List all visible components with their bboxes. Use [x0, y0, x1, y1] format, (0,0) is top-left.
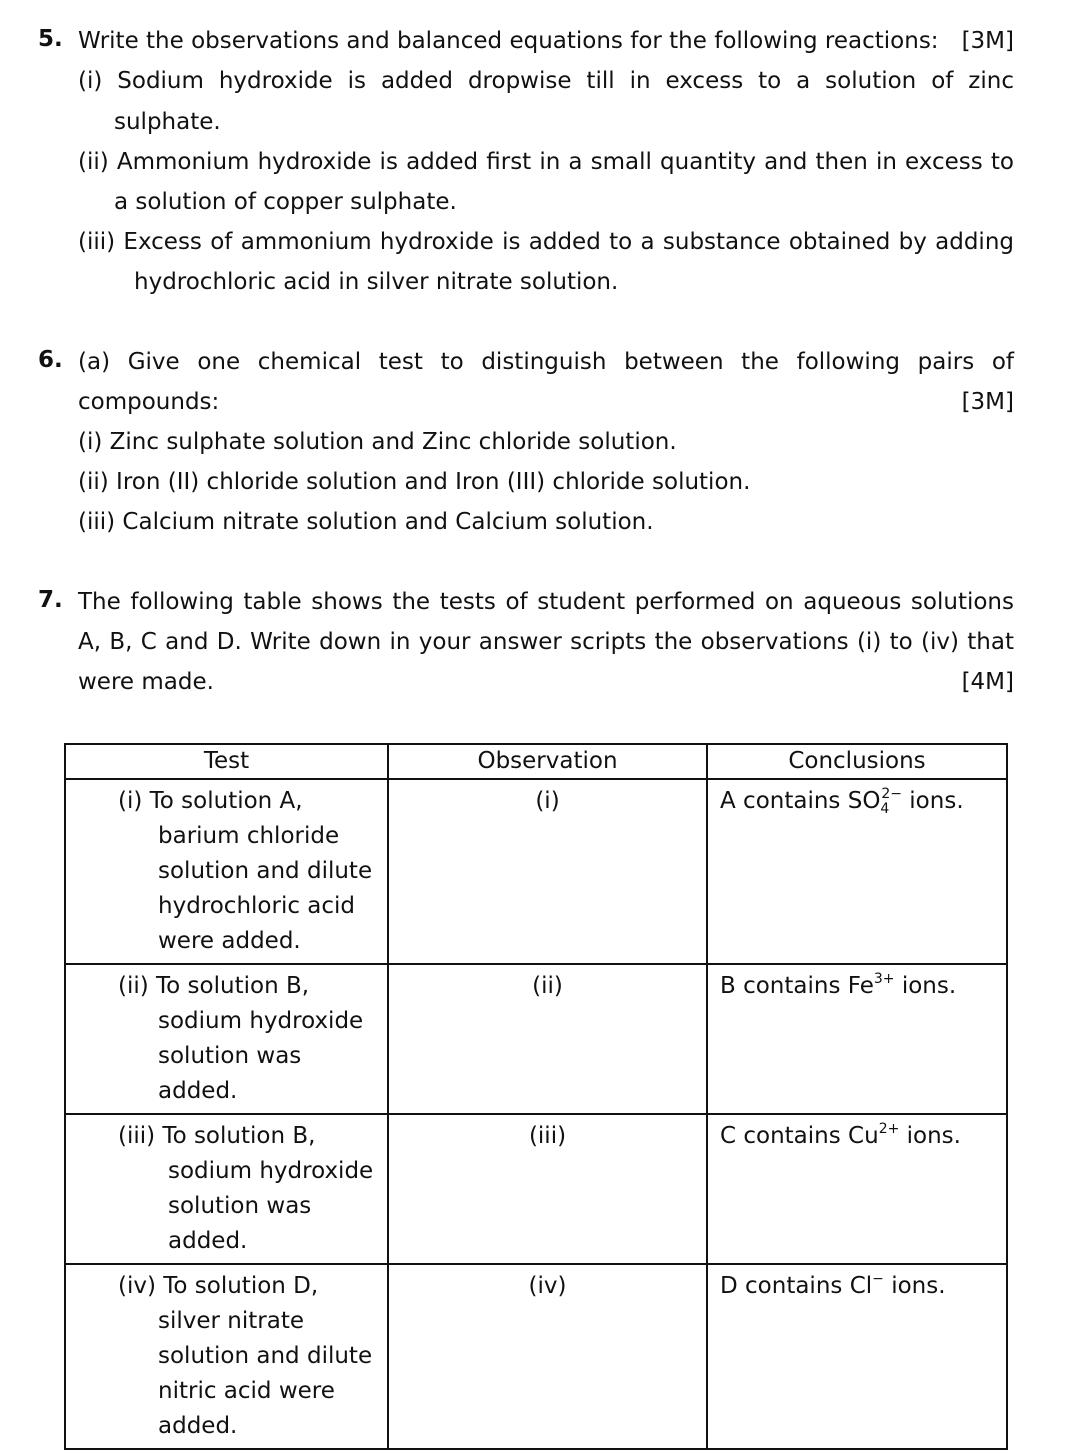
observation-cell: (i) — [388, 779, 707, 964]
conclusion-cell — [707, 1114, 1007, 1264]
test-text: (i) To solution A, barium chloride solution and dilute hydrochloric acid were added. — [118, 788, 373, 954]
test-cell — [65, 779, 388, 964]
part-line: (ii) Ammonium hydroxide is added first in a small quantity and then in excess to — [78, 149, 1014, 175]
observation-cell: (iv) — [388, 1264, 707, 1449]
test-cell — [65, 1264, 388, 1449]
conclusion-text: A contains SO — [720, 788, 881, 814]
question-stem: A, B, C and D. Write down in your answer scripts the observations (i) to (iv) that — [78, 629, 1014, 655]
question-stem: The following table shows the tests of student performed on aqueous solutions — [78, 589, 1014, 615]
table-row — [65, 779, 1007, 964]
test-text: (iii) To solution B, sodium hydroxide solution was added. — [118, 1123, 374, 1254]
part-line: (iii) Excess of ammonium hydroxide is added to a substance obtained by adding — [78, 229, 1014, 255]
conclusion-cell — [707, 1264, 1007, 1449]
conclusion-superscript: 2− — [881, 786, 902, 802]
conclusion-subscript: 4 — [880, 801, 890, 817]
conclusion-cell — [707, 964, 1007, 1114]
marks-label: [4M] — [961, 669, 1014, 695]
conclusion-tail: ions. — [901, 973, 957, 999]
part-line: (i) Sodium hydroxide is added dropwise till in excess to a solution of zinc — [78, 68, 1014, 94]
table-row — [65, 964, 1007, 1114]
question-stem: were made. — [78, 669, 214, 695]
question-number: 6. — [38, 347, 63, 373]
conclusion-tail: ions. — [906, 1123, 961, 1149]
question-stem: compounds: — [78, 389, 220, 415]
conclusion-superscript: 3+ — [873, 971, 895, 987]
header-conclusions: Conclusions — [707, 744, 1007, 779]
test-text: (iv) To solution D, silver nitrate solution and dilute nitric acid were added. — [118, 1273, 373, 1439]
conclusion-cell — [707, 779, 1007, 964]
question-stem: Write the observations and balanced equations for the following reactions: — [78, 28, 939, 54]
header-test: Test — [65, 744, 388, 779]
part-line: sulphate. — [114, 109, 221, 135]
test-cell — [65, 964, 388, 1114]
header-observation: Observation — [388, 744, 707, 779]
table-row — [65, 1264, 1007, 1449]
question-stem: (a) Give one chemical test to distinguish between the following pairs of — [78, 349, 1014, 375]
question-number: 5. — [38, 26, 63, 52]
conclusion-tail: ions. — [909, 788, 964, 814]
marks-label: [3M] — [961, 28, 1014, 54]
conclusion-superscript: − — [872, 1271, 884, 1287]
part-line: a solution of copper sulphate. — [114, 189, 457, 215]
table-row — [65, 1114, 1007, 1264]
conclusion-tail: ions. — [891, 1273, 946, 1299]
part-line: hydrochloric acid in silver nitrate solution. — [134, 269, 619, 295]
part-line: (i) Zinc sulphate solution and Zinc chloride solution. — [78, 429, 677, 455]
part-line: (ii) Iron (II) chloride solution and Iron (III) chloride solution. — [78, 469, 751, 495]
observation-cell: (iii) — [388, 1114, 707, 1264]
test-cell — [65, 1114, 388, 1264]
observation-cell: (ii) — [388, 964, 707, 1114]
conclusion-text: D contains Cl — [720, 1273, 873, 1299]
observations-table — [64, 743, 1008, 1450]
conclusion-superscript: 2+ — [878, 1121, 900, 1137]
conclusion-text: C contains Cu — [720, 1123, 879, 1149]
test-text: (ii) To solution B, sodium hydroxide solution was added. — [118, 973, 364, 1104]
part-line: (iii) Calcium nitrate solution and Calcium solution. — [78, 509, 654, 535]
conclusion-text: B contains Fe — [720, 973, 874, 999]
table-header-row — [65, 744, 1007, 779]
marks-label: [3M] — [961, 389, 1014, 415]
question-number: 7. — [38, 587, 63, 613]
